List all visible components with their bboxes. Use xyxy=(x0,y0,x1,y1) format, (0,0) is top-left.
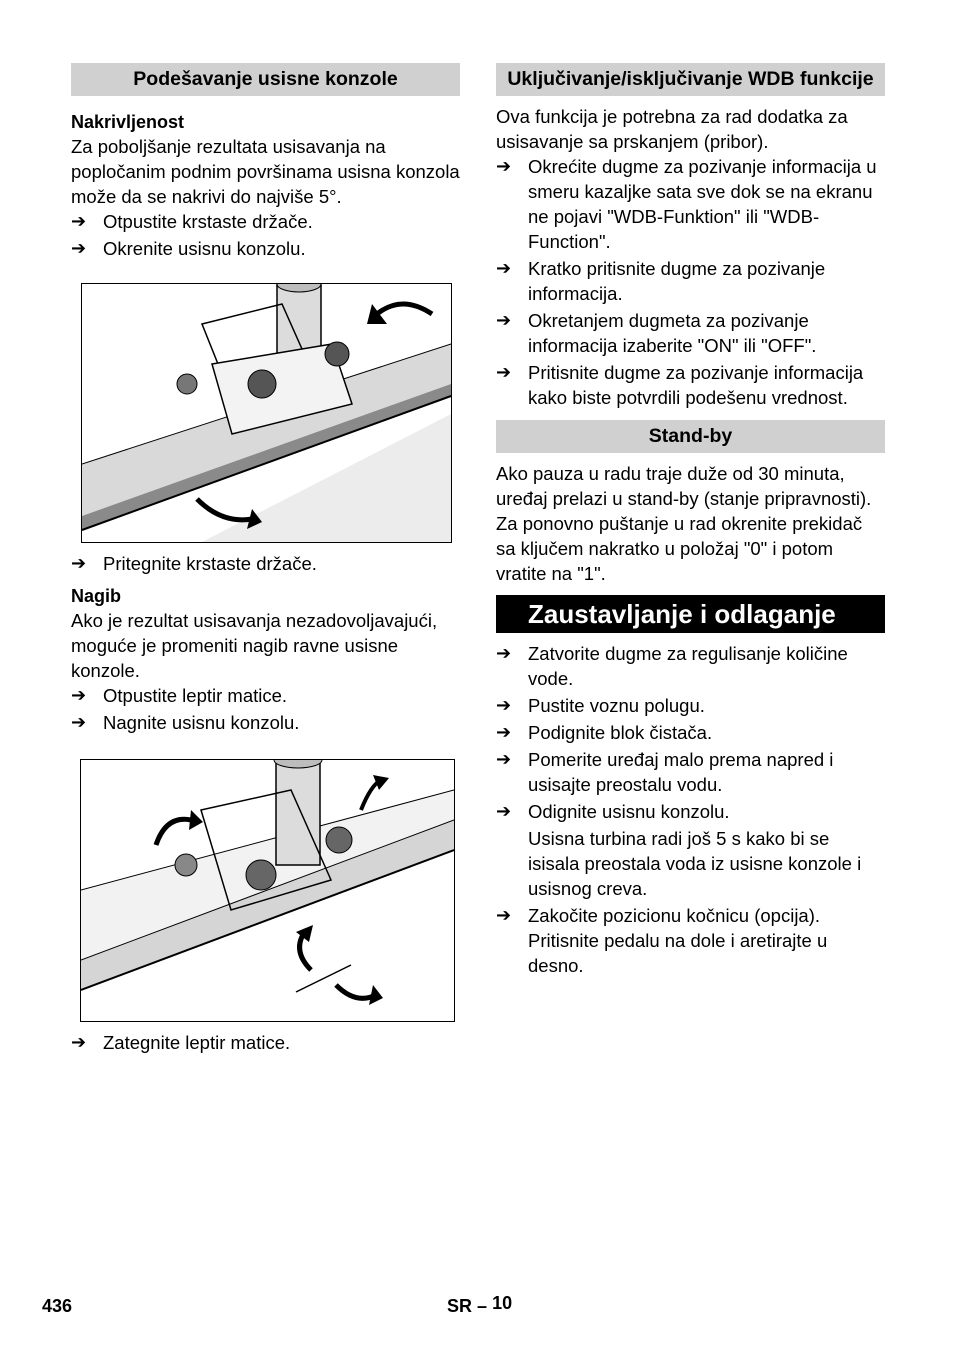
arrow-right-icon: ➔ xyxy=(496,643,512,663)
arrow-right-icon: ➔ xyxy=(496,258,512,278)
arrow-right-icon: ➔ xyxy=(496,156,512,176)
arrow-right-icon: ➔ xyxy=(71,211,87,231)
list-item: ➔ Okrećite dugme za pozivanje informacija u smeru kazaljke sata sve dok se na ekranu ne pojavi "WDB-Funktion" ili "WDB-Function". xyxy=(496,156,877,252)
arrow-right-icon: ➔ xyxy=(496,801,512,821)
wdb-steps xyxy=(496,154,885,410)
stop-note: Usisna turbina radi još 5 s kako bi se isisala preostala voda iz usisne konzole i usisnog creva. xyxy=(528,828,862,899)
footer-section xyxy=(447,1293,513,1317)
tilt-description: Za poboljšanje rezultata usisavanja na popločanim podnim površinama usisna konzola može da se nakrivi do najviše 5°. xyxy=(71,136,460,207)
stop-steps xyxy=(496,641,885,824)
list-item: ➔ Pomerite uređaj malo prema napred i usisajte preostalu vodu. xyxy=(496,749,834,795)
arrow-right-icon: ➔ xyxy=(496,310,512,330)
list-item: ➔ Otpustite leptir matice. xyxy=(71,685,288,706)
footer-dash: – xyxy=(477,1296,488,1316)
list-item: ➔ Odignite usisnu konzolu. xyxy=(496,801,730,822)
illustration-incline-squeegee xyxy=(80,759,455,1022)
list-item: ➔ Podignite blok čistača. xyxy=(496,722,713,743)
arrow-right-icon: ➔ xyxy=(71,712,87,732)
subheading-tilt: Nakrivljenost xyxy=(71,112,185,132)
right-column xyxy=(496,63,885,980)
local-page-number: 10 xyxy=(492,1293,513,1313)
list-item: ➔ Zategnite leptir matice. xyxy=(71,1032,291,1053)
arrow-right-icon: ➔ xyxy=(496,905,512,925)
list-item: ➔ Kratko pritisnite dugme za pozivanje informacija. xyxy=(496,258,826,304)
arrow-right-icon: ➔ xyxy=(496,722,512,742)
arrow-right-icon: ➔ xyxy=(71,685,87,705)
arrow-right-icon: ➔ xyxy=(71,1032,87,1052)
subheading-incline: Nagib xyxy=(71,586,122,606)
section-heading-wdb: Uključivanje/isključivanje WDB funkcije xyxy=(496,63,885,96)
arrow-right-icon: ➔ xyxy=(496,362,512,382)
list-item: ➔ Zatvorite dugme za regulisanje količine vode. xyxy=(496,643,848,689)
incline-description: Ako je rezultat usisavanja nezadovoljavajući, moguće je promeniti nagib ravne usisne konzole. xyxy=(71,610,438,681)
list-item: ➔ Otpustite krstaste držače. xyxy=(71,211,313,232)
page-number: 436 xyxy=(42,1296,73,1316)
wdb-description: Ova funkcija je potrebna za rad dodatka za usisavanje sa prskanjem (pribor). xyxy=(496,106,848,152)
arrow-right-icon: ➔ xyxy=(71,238,87,258)
section-code: SR xyxy=(447,1296,473,1316)
list-item: ➔ Okrenite usisnu konzolu. xyxy=(71,238,306,259)
list-item: ➔ Okretanjem dugmeta za pozivanje informacija izaberite "ON" ili "OFF". xyxy=(496,310,817,356)
list-item: ➔ Pustite voznu polugu. xyxy=(496,695,705,716)
stop-steps-2 xyxy=(496,903,885,978)
standby-description: Ako pauza u radu traje duže od 30 minuta, uređaj prelazi u stand-by (stanje pripravnosti). Za ponovno puštanje u rad okrenite prekidač sa ključem nakratko u položaj "0" i potom vratite na "1". xyxy=(496,463,872,584)
list-item: ➔ Pritegnite krstaste držače. xyxy=(71,553,317,574)
arrow-right-icon: ➔ xyxy=(496,749,512,769)
section-heading-suction-adjust: Podešavanje usisne konzole xyxy=(71,63,460,96)
section-heading-stop-storage: Zaustavljanje i odlaganje xyxy=(496,595,885,633)
arrow-right-icon: ➔ xyxy=(71,553,87,573)
tilt-steps xyxy=(71,209,460,261)
left-column xyxy=(71,63,460,1057)
tilt-after-steps xyxy=(71,551,460,576)
incline-after-steps xyxy=(71,1030,460,1055)
list-item: ➔ Zakočite pozicionu kočnicu (opcija). Pritisnite pedalu na dole i aretirajte u desno. xyxy=(496,905,828,976)
illustration-rotate-squeegee xyxy=(81,283,452,543)
list-item: ➔ Pritisnite dugme za pozivanje informacija kako biste potvrdili podešenu vrednost. xyxy=(496,362,864,408)
arrow-right-icon: ➔ xyxy=(496,695,512,715)
list-item: ➔ Nagnite usisnu konzolu. xyxy=(71,712,300,733)
section-heading-standby: Stand-by xyxy=(496,420,885,453)
incline-steps xyxy=(71,683,460,735)
